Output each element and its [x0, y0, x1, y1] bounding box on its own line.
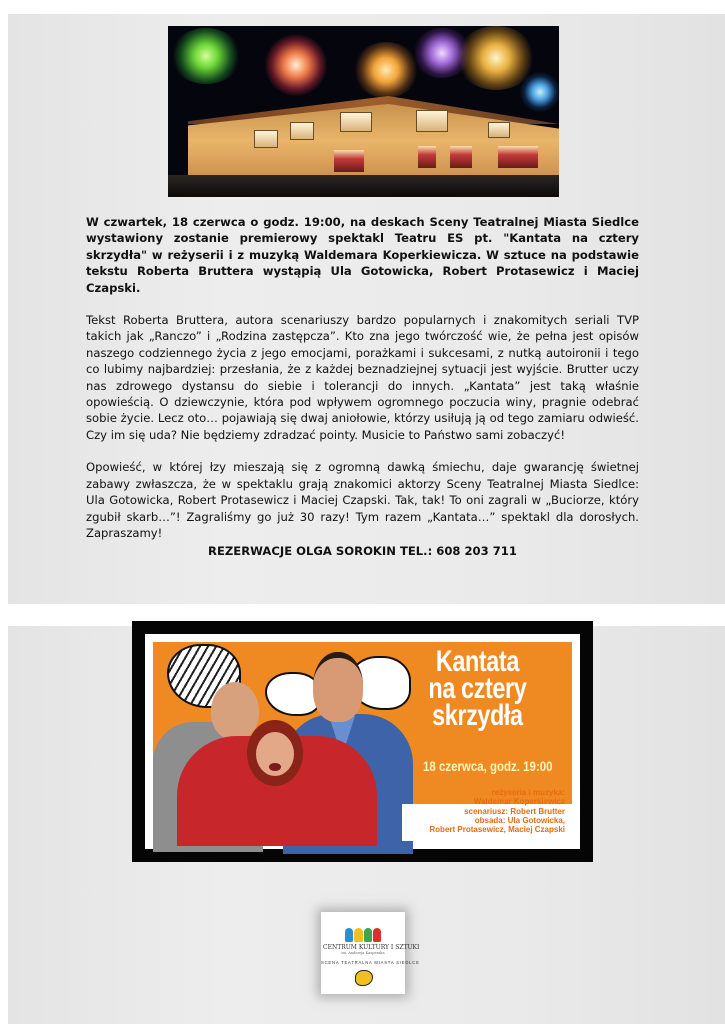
actor-head	[211, 682, 259, 740]
firework	[265, 34, 327, 96]
credit-line: reżyseria i muzyka:	[491, 788, 565, 797]
storefront	[450, 146, 472, 168]
article-lead: W czwartek, 18 czerwca o godz. 19:00, na deskach Sceny Teatralnej Miasta Siedlce wystawiony zostanie premierowy spektakl Teatru ES pt. "Kantata na cztery skrzydła" w reżyserii i z muzyką Waldemara Koperkiewicza. W sztuce na podstawie tekstu Roberta Bruttera wystąpią Ula Gotowicka, Robert Protasewicz i Maciej Czapski.	[86, 215, 639, 295]
poster-date: 18 czerwca, godz. 19:00	[423, 758, 553, 774]
actress-mouth	[269, 763, 281, 771]
credit-line: scenariusz: Robert Brutter	[464, 806, 565, 816]
actor-head	[313, 652, 363, 722]
credit-line: obsada: Ula Gotowicka,	[474, 815, 565, 825]
building-window	[340, 112, 372, 132]
firework	[170, 28, 242, 84]
poster-credits	[415, 788, 565, 834]
article	[86, 214, 639, 576]
storefront	[418, 146, 436, 168]
reservation-info: REZERWACJE OLGA SOROKIN TEL.: 608 203 711	[208, 544, 517, 559]
storefront	[334, 150, 364, 172]
building-window	[290, 122, 314, 140]
poster-title-line: Kantata	[435, 645, 519, 678]
poster-frame	[145, 634, 580, 849]
article-paragraph: Tekst Roberta Bruttera, autora scenariuszy bardzo popularnych i znakomitych seriali TVP takich jak „Ranczo” i „Rodzina zastępcza”. Kto zna jego twórczość wie, że pełna jest opisów naszego codziennego życia z jego emocjami, porażkami i sukcesami, z nutką autoironii i tego co lubimy najbardziej: przesłania, że z każdej beznadziejnej sytuacji jest wyjście. Brutter uczy nas zdrowego dystansu do siebie i tolerancji do innych. „Kantata” jest taką właśnie opowieścią. O dziewczynie, która pod wpływem ogromnego poczucia winy, pragnie odebrać sobie życie. Lecz oto… pojawiają się dwaj aniołowie, którzy usiłują ją od tego zamiaru odwieść. Czy im się uda? Nie będziemy zdradzać pointy. Musicie to Państwo sami zobaczyć!	[86, 313, 639, 442]
logo-name: CENTRUM KULTURY I SZTUKI	[323, 944, 420, 951]
theater-photo	[168, 26, 559, 197]
credit-line: Robert Protasewicz, Maciej Czapski	[429, 825, 565, 835]
building-window	[416, 110, 448, 132]
logo-subtitle: im. Andrzeja Kasprzaka	[341, 951, 385, 955]
cultural-center-logo	[321, 912, 420, 994]
poster-title-line: skrzydła	[432, 699, 523, 732]
storefront	[498, 146, 538, 168]
building-window	[488, 122, 510, 138]
credit-line: Waldemar Koperkiewicz	[473, 797, 565, 807]
firework	[520, 72, 560, 112]
poster-artwork	[153, 642, 572, 841]
street	[168, 175, 559, 197]
firework	[353, 42, 419, 98]
theater-mask-icon	[355, 970, 373, 986]
article-paragraph: Opowieść, w której łzy mieszają się z ogromną dawką śmiechu, daje gwarancję świetnej zabawy zwłaszcza, że w spektaklu grają znakomici aktorzy Sceny Teatralnej Miasta Siedlce: Ula Gotowicka, Robert Protasewicz i Maciej Czapski. Tak, tak! To oni zagrali w „Buciorze, który zgubił skarb…”! Zagraliśmy go już 30 razy! Tym razem „Kantata…” spektakl dla dorosłych. Zapraszamy!	[86, 460, 639, 540]
logo-color-blocks	[345, 928, 381, 942]
poster-title-line: na cztery	[428, 672, 527, 705]
play-poster	[132, 621, 593, 862]
building-window	[254, 130, 278, 148]
logo-stage-name: SCENA TEATRALNA MIASTA SIEDLCE	[321, 960, 420, 965]
poster-title	[415, 645, 540, 732]
